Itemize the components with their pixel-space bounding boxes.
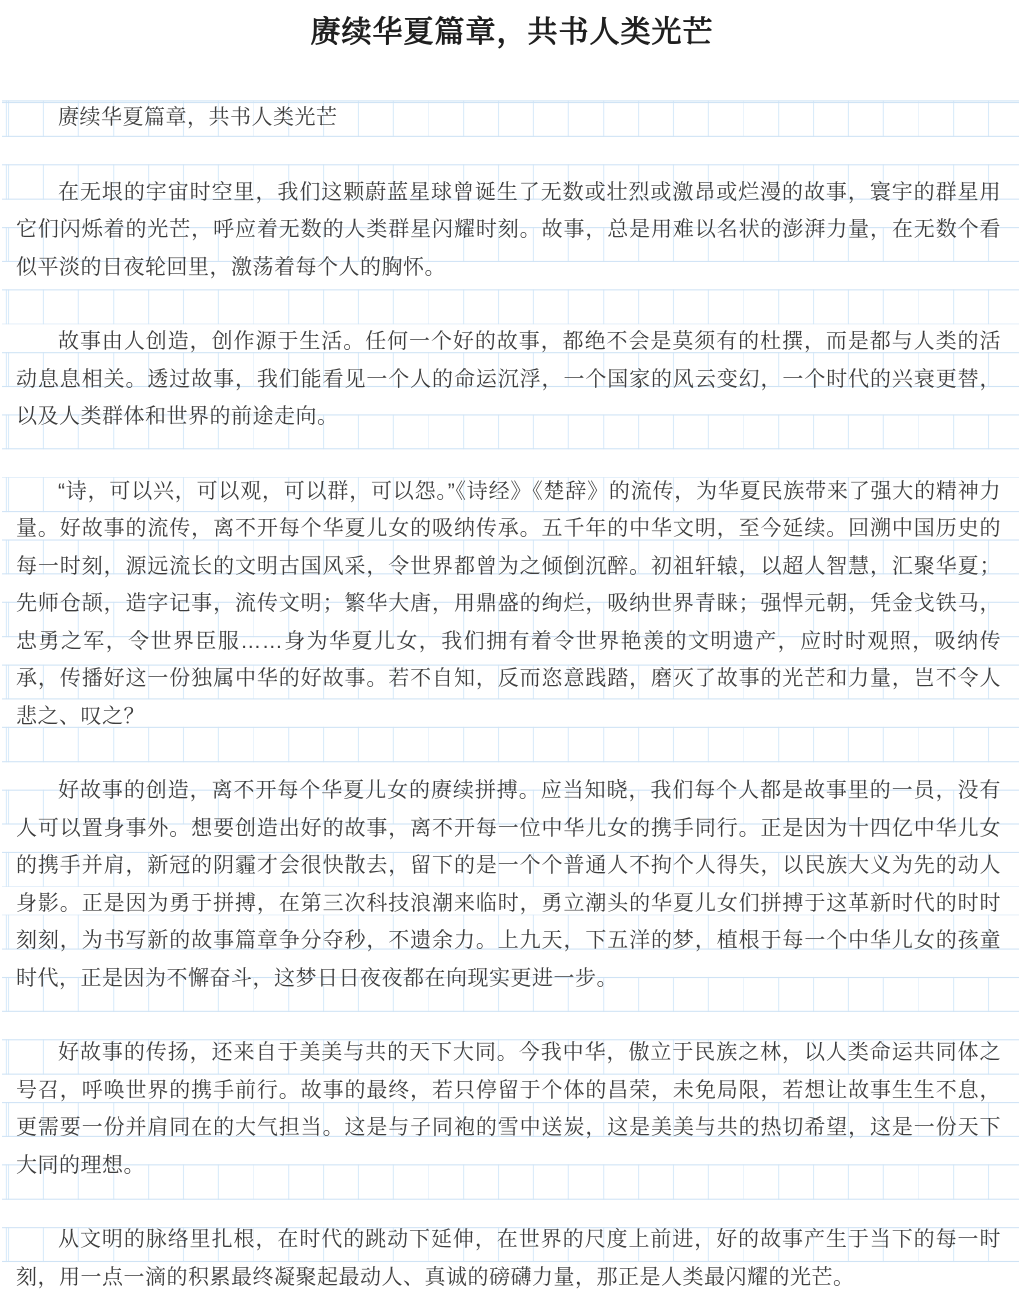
paragraph: 从文明的脉络里扎根，在时代的跳动下延伸，在世界的尺度上前进，好的故事产生于当下的每一时刻，用一点一滴的积累最终凝聚起最动人、真诚的磅礴力量，那正是人类最闪耀的光芒。 bbox=[16, 1228, 1001, 1289]
document-body bbox=[2, 93, 1019, 1289]
paragraph-title-line: 赓续华夏篇章，共书人类光芒 bbox=[58, 106, 338, 129]
paragraph: 故事由人创造，创作源于生活。任何一个好的故事，都绝不会是莫须有的杜撰，而是都与人类的活动息息相关。透过故事，我们能看见一个人的命运沉浮，一个国家的风云变幻，一个时代的兴衰更替，以及人类群体和世界的前途走向。 bbox=[16, 330, 1001, 428]
paragraph: 好故事的创造，离不开每个华夏儿女的赓续拼搏。应当知晓，我们每个人都是故事里的一员，没有人可以置身事外。想要创造出好的故事，离不开每一位中华儿女的携手同行。正是因为十四亿中华儿女的携手并肩，新冠的阴霾才会很快散去，留下的是一个个普通人不拘个人得失，以民族大义为先的动人身影。正是因为勇于拼搏，在第三次科技浪潮来临时，勇立潮头的华夏儿女们拼搏于这革新时代的时时刻刻，为书写新的故事篇章争分夺秒，不遗余力。上九天，下五洋的梦，植根于每一个中华儿女的孩童时代，正是因为不懈奋斗，这梦日日夜夜都在向现实更进一步。 bbox=[16, 779, 1001, 990]
paragraph: “诗，可以兴，可以观，可以群，可以怨。”《诗经》《楚辞》的流传，为华夏民族带来了强大的精神力量。好故事的流传，离不开每个华夏儿女的吸纳传承。五千年的中华文明，至今延续。回溯中国历史的每一时刻，源远流长的文明古国风采，令世界都曾为之倾倒沉醉。初祖轩辕，以超人智慧，汇聚华夏；先师仓颉，造字记事，流传文明；繁华大唐，用鼎盛的绚烂，吸纳世界青睐；强悍元朝，凭金戈铁马，忠勇之军，令世界臣服……身为华夏儿女，我们拥有着令世界艳羡的文明遗产，应时时观照，吸纳传承，传播好这一份独属中华的好故事。若不自知，反而恣意践踏，磨灭了故事的光芒和力量，岂不令人悲之、叹之？ bbox=[16, 479, 1001, 728]
paragraph: 好故事的传扬，还来自于美美与共的天下大同。今我中华，傲立于民族之林，以人类命运共同体之号召，呼唤世界的携手前行。故事的最终，若只停留于个体的昌荣，未免局限，若想让故事生生不息，更需要一份并肩同在的大气担当。这是与子同袍的雪中送炭，这是美美与共的热切希望，这是一份天下大同的理想。 bbox=[16, 1041, 1001, 1177]
grid-paper-background bbox=[2, 93, 1019, 1289]
document-title: 赓续华夏篇章，共书人类光芒 bbox=[0, 0, 1024, 79]
paragraph: 在无垠的宇宙时空里，我们这颗蔚蓝星球曾诞生了无数或壮烈或激昂或烂漫的故事，寰宇的群星用它们闪烁着的光芒，呼应着无数的人类群星闪耀时刻。故事，总是用难以名状的澎湃力量，在无数个看似平淡的日夜轮回里，激荡着每个人的胸怀。 bbox=[16, 180, 1001, 279]
